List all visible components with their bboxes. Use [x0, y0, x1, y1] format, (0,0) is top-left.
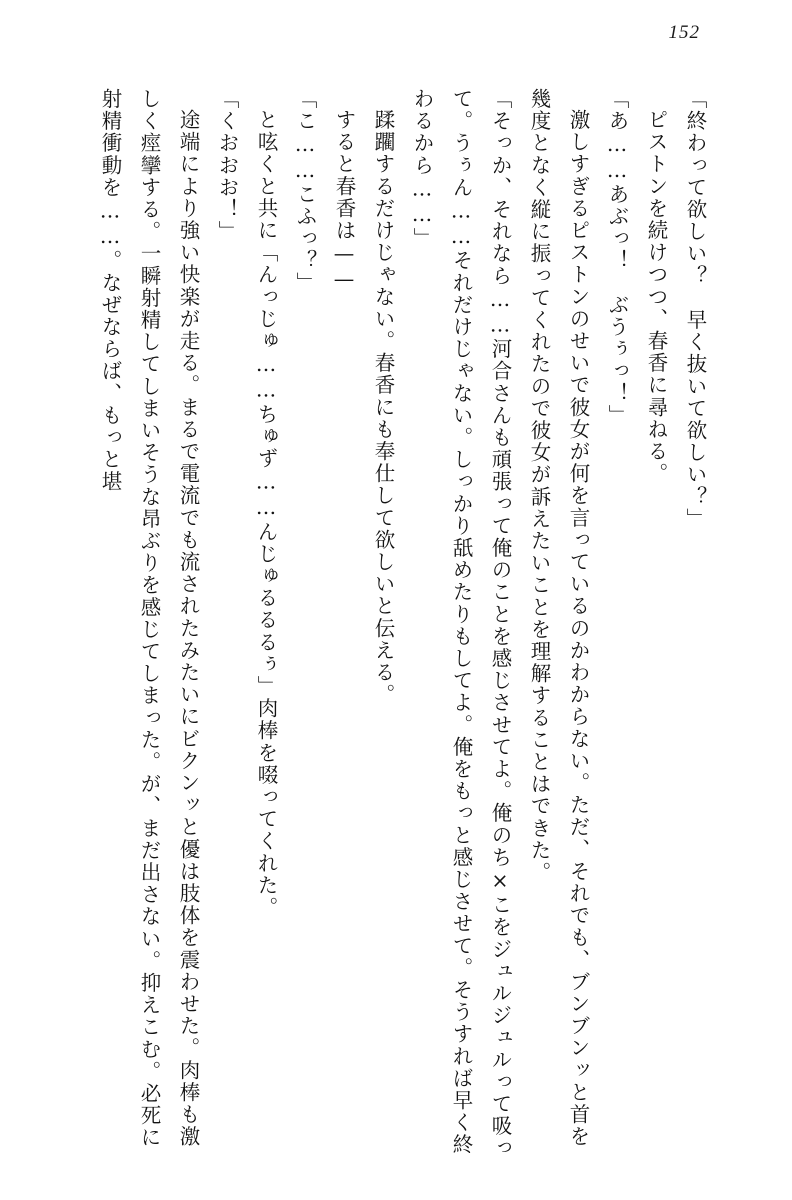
paragraph: と呟くと共に「んっじゅ……ちゅず……んじゅるるるぅ」肉棒を啜ってくれた。: [254, 108, 278, 919]
paragraph: 途端により強い快楽が走る。まるで電流でも流されたみたいにビクンッと優は肢体を震わせた。肉棒も激しく痙攣する。一瞬射精してしまいそうな昂ぶりを感じてしまった。が、まだ出さない。抑えこむ。必死に射精衝動を……。なぜならば、もっと堪: [98, 88, 200, 1149]
paragraph: 「そっか、それなら……河合さんも頑張って俺のことを感じさせてよ。俺のち×こをジュルジュルって吸って。うぅん……それだけじゃない。しっかり舐めたりもしてよ。俺をもっと感じさせて。そうすれば早く終わるから……」: [410, 88, 512, 1160]
paragraph: ピストンを続けつつ、春香に尋ねる。: [644, 108, 668, 485]
paragraph: 「くおおお！」: [215, 88, 239, 243]
paragraph: 「あ……あぶっ！ ぶうぅっ！」: [605, 88, 629, 427]
paragraph: 激しすぎるピストンのせいで彼女が何を言っているのかわからない。ただ、それでも、ブンブンッと首を幾度となく縦に振ってくれたので彼女が訴えたいことを理解することはできた。: [527, 88, 590, 1148]
page-body-text: [40, 88, 714, 1160]
paragraph: 「終わって欲しい？ 早く抜いて欲しい？」: [683, 88, 707, 530]
paragraph: 「こ……こふっ？」: [293, 88, 317, 294]
paragraph: 蹂躙するだけじゃない。春香にも奉仕して欲しいと伝える。: [371, 108, 395, 706]
paragraph: すると春香は——: [332, 108, 356, 293]
page-number: 152: [668, 22, 700, 43]
